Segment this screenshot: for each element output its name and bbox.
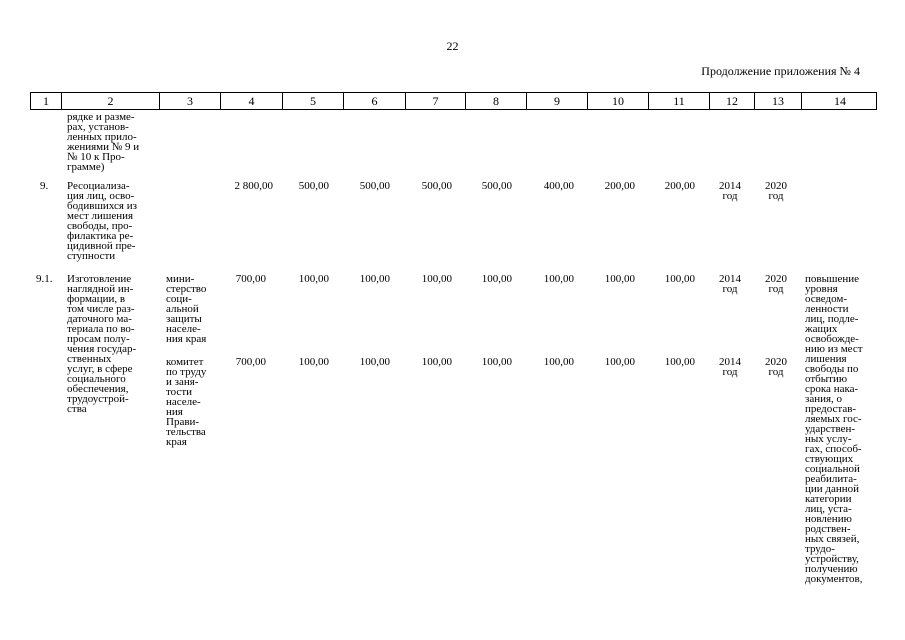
column-header: 2 — [61, 93, 159, 109]
year-value: 100,00 — [421, 273, 452, 285]
year-value: 100,00 — [298, 356, 329, 368]
column-header: 1 — [43, 94, 49, 108]
row-number: 9. — [40, 180, 49, 192]
year-value: 200,00 — [664, 180, 695, 192]
year-value: 100,00 — [664, 273, 695, 285]
year-value: 100,00 — [298, 273, 329, 285]
year-value: 100,00 — [481, 273, 512, 285]
column-header: 6 — [343, 93, 405, 109]
column-header: 9 — [526, 93, 587, 109]
column-header: 14 — [801, 93, 878, 109]
column-header: 12 — [709, 93, 754, 109]
start-year: 2014 год — [719, 273, 741, 295]
end-year: 2020 год — [765, 356, 787, 378]
year-value: 100,00 — [359, 356, 390, 368]
continued-row-text: рядке и разме- рах, установ- ленных прило- жениями № 9 и № 10 к Про- грамме) — [67, 111, 140, 173]
column-header: 10 — [587, 93, 648, 109]
continuation-label: Продолжение приложения № 4 — [701, 64, 860, 78]
year-value: 100,00 — [604, 273, 635, 285]
start-year: 2014 год — [719, 356, 741, 378]
column-header: 7 — [405, 93, 465, 109]
year-value: 100,00 — [543, 356, 574, 368]
year-value: 100,00 — [543, 273, 574, 285]
year-value: 100,00 — [481, 356, 512, 368]
executor: комитет по труду и заня- тости населе- ния Прави- тельства края — [166, 356, 207, 448]
end-year: 2020 год — [765, 180, 787, 202]
year-value: 500,00 — [359, 180, 390, 192]
column-header: 3 — [159, 93, 220, 109]
column-header: 11 — [648, 93, 709, 109]
column-header: 5 — [282, 93, 343, 109]
year-value: 100,00 — [359, 273, 390, 285]
year-value: 100,00 — [421, 356, 452, 368]
row-result: повышение уровня осведом- ленности лиц, подле- жащих освобожде- нию из мест лишения свободы по отбытию срока нака- зания, о предостав- ляемых гос- ударствен- ных услу- гах, способ- ствующих социальной реабилита- ции данной категории лиц, уста- новлению родствен- ных связей, трудо- устройству, получению документов, — [805, 273, 863, 585]
row-name: Ресоциализа- ция лиц, осво- бодившихся из мест лишения свободы, про- филактика ре- цидивной пре- ступности — [67, 180, 137, 262]
column-header: 13 — [754, 93, 801, 109]
year-value: 500,00 — [298, 180, 329, 192]
row-total: 700,00 — [235, 356, 266, 368]
year-value: 200,00 — [604, 180, 635, 192]
row-number: 9.1. — [36, 273, 53, 285]
column-header: 4 — [220, 93, 282, 109]
executor: мини- стерство соци- альной защиты населе- ния края — [166, 273, 207, 345]
year-value: 500,00 — [421, 180, 452, 192]
year-value: 400,00 — [543, 180, 574, 192]
row-total: 700,00 — [235, 273, 266, 285]
end-year: 2020 год — [765, 273, 787, 295]
row-total: 2 800,00 — [234, 180, 273, 192]
row-name: Изготовление наглядной ин- формации, в том числе раз- даточного ма- териала по во- просам полу- чения государ- ственных услуг, в сфере социального обеспечения, трудоустрой- ства — [67, 273, 137, 415]
year-value: 100,00 — [664, 356, 695, 368]
page-number: 22 — [446, 39, 459, 53]
year-value: 100,00 — [604, 356, 635, 368]
year-value: 500,00 — [481, 180, 512, 192]
column-header: 8 — [465, 93, 526, 109]
table-header-row — [30, 92, 877, 110]
start-year: 2014 год — [719, 180, 741, 202]
